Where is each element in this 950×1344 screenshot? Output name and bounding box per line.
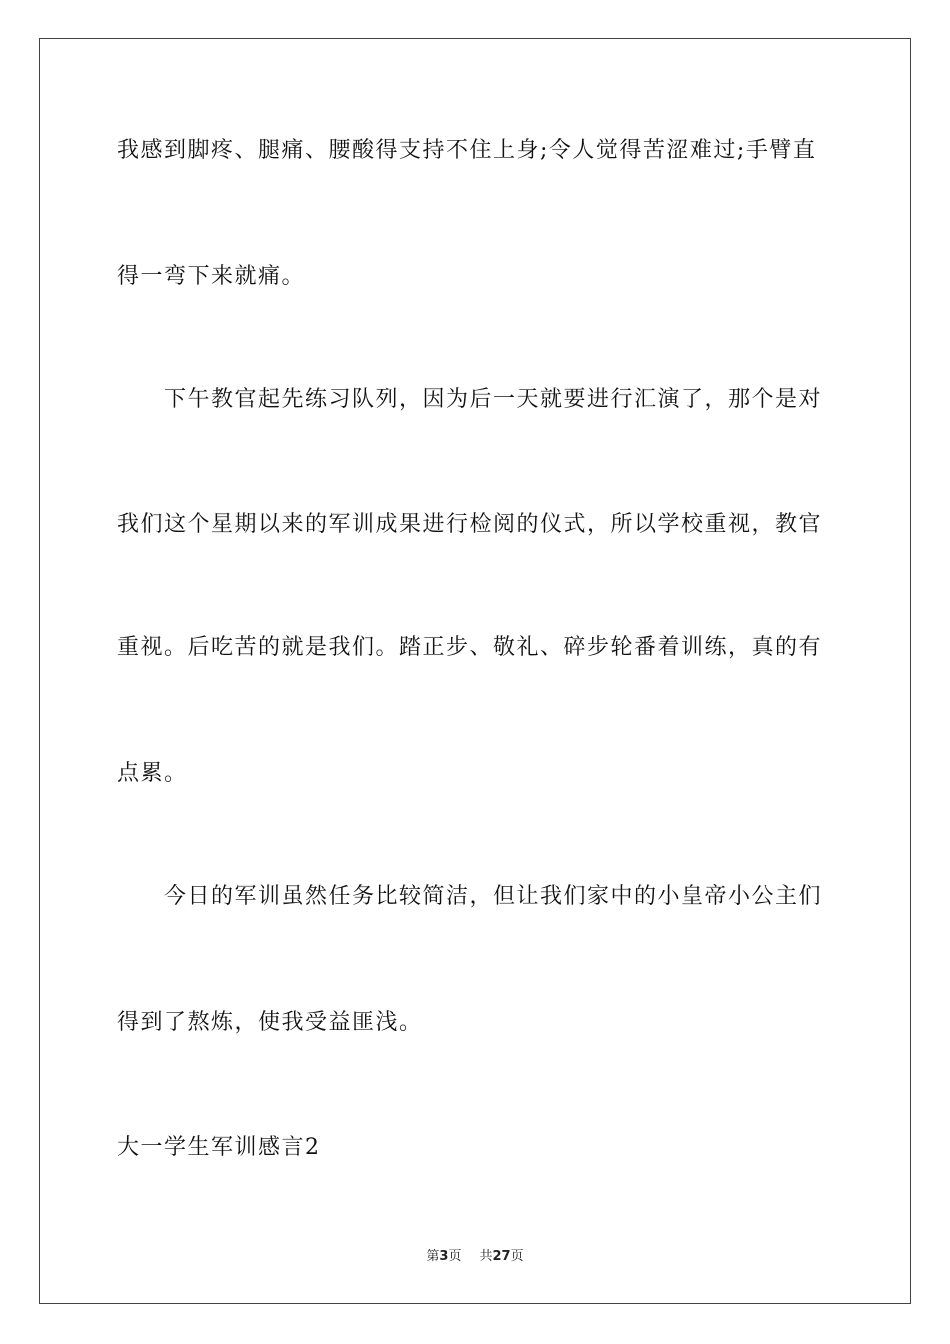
paragraph-line: 我感到脚疼、腿痛、腰酸得支持不住上身;令人觉得苦涩难过;手臂直 xyxy=(117,138,817,163)
paragraph-line: 得一弯下来就痛。 xyxy=(117,264,306,289)
footer-page-suffix: 页 xyxy=(448,1249,462,1264)
page-frame xyxy=(39,38,911,1304)
footer-page-number: 3 xyxy=(439,1249,449,1264)
paragraph-line: 下午教官起先练习队列，因为后一天就要进行汇演了，那个是对 xyxy=(117,387,823,412)
paragraph-line: 我们这个星期以来的军训成果进行检阅的仪式，所以学校重视，教官 xyxy=(117,512,823,537)
paragraph-line: 得到了熬炼，使我受益匪浅。 xyxy=(117,1010,423,1035)
footer-total-prefix: 共 xyxy=(479,1249,493,1264)
paragraph-line: 点累。 xyxy=(117,761,188,786)
section-heading: 大一学生军训感言2 xyxy=(117,1135,321,1160)
page-footer xyxy=(0,1249,950,1265)
footer-total-pages: 27 xyxy=(492,1249,511,1264)
paragraph-line: 重视。后吃苦的就是我们。踏正步、敬礼、碎步轮番着训练，真的有 xyxy=(117,635,823,660)
paragraph-line: 今日的军训虽然任务比较简洁，但让我们家中的小皇帝小公主们 xyxy=(117,884,823,909)
footer-total-suffix: 页 xyxy=(510,1249,524,1264)
footer-page-prefix: 第 xyxy=(426,1249,440,1264)
